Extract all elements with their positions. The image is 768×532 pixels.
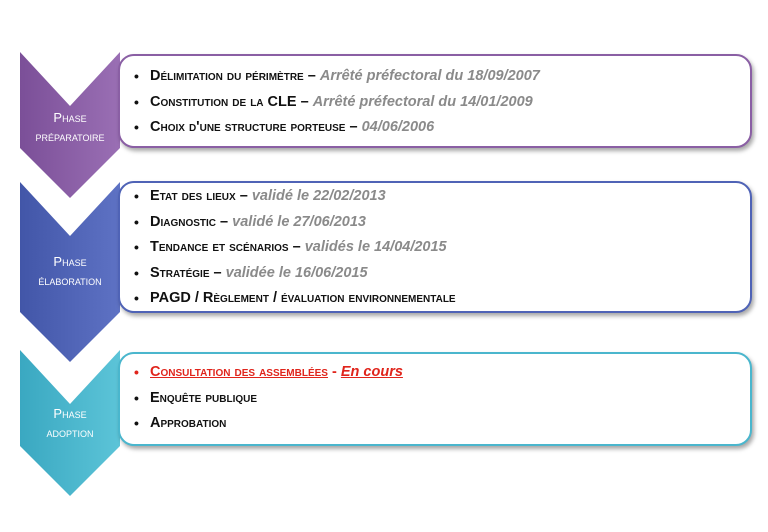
item-title: Etat des lieux bbox=[150, 188, 236, 204]
phase-preparatoire-box bbox=[118, 54, 752, 148]
item-status: 04/06/2006 bbox=[361, 119, 435, 135]
item-title: Constitution de la CLE bbox=[150, 93, 297, 110]
item-status: Arrêté préfectoral du 18/09/2007 bbox=[319, 68, 540, 84]
item-title: Stratégie bbox=[150, 264, 210, 281]
list-item bbox=[134, 90, 540, 116]
list-item bbox=[134, 261, 456, 287]
item-separator: - bbox=[327, 364, 341, 380]
list-item bbox=[134, 64, 540, 90]
item-title: PAGD / Règlement / évaluation environnementale bbox=[150, 290, 456, 306]
item-title: Délimitation du périmètre bbox=[150, 68, 304, 84]
list-item bbox=[134, 115, 540, 141]
item-separator: – bbox=[345, 119, 362, 135]
item-separator: – bbox=[216, 213, 233, 230]
phase-elaboration-box bbox=[118, 181, 752, 313]
phase-label-line1: Phase bbox=[53, 110, 87, 125]
phase-label-line2: adoption bbox=[46, 425, 94, 440]
item-title: Diagnostic bbox=[150, 213, 217, 230]
phase-label-line1: Phase bbox=[53, 254, 87, 269]
list-item bbox=[134, 386, 403, 412]
phase-adoption-box bbox=[118, 352, 752, 446]
item-status: validé le 27/06/2013 bbox=[232, 213, 366, 230]
phase-label-preparatoire bbox=[20, 108, 120, 146]
item-separator: – bbox=[288, 239, 305, 255]
phase-label-line1: Phase bbox=[53, 406, 87, 421]
item-separator: – bbox=[303, 68, 320, 84]
list-item bbox=[134, 286, 456, 312]
list-item bbox=[134, 235, 456, 261]
item-title: Tendance et scénarios bbox=[150, 239, 289, 255]
item-title: Enquête publique bbox=[150, 389, 258, 406]
phase-label-line2: élaboration bbox=[38, 273, 102, 288]
list-item bbox=[134, 184, 456, 210]
phase-label-elaboration bbox=[20, 252, 120, 290]
item-status: En cours bbox=[340, 364, 403, 380]
list-item bbox=[134, 210, 456, 236]
list-item-active bbox=[134, 360, 403, 386]
item-status: validée le 16/06/2015 bbox=[225, 264, 368, 281]
item-separator: – bbox=[296, 93, 313, 110]
phase-label-line2: préparatoire bbox=[35, 129, 105, 144]
item-title: Choix d'une structure porteuse bbox=[150, 119, 346, 135]
item-separator: – bbox=[235, 188, 252, 204]
item-status: validé le 22/02/2013 bbox=[251, 188, 386, 204]
item-status: validés le 14/04/2015 bbox=[304, 239, 447, 255]
item-title: Consultation des assemblées bbox=[150, 364, 328, 380]
item-separator: – bbox=[209, 264, 226, 281]
item-title: Approbation bbox=[150, 415, 227, 431]
list-item bbox=[134, 411, 403, 437]
item-status: Arrêté préfectoral du 14/01/2009 bbox=[312, 93, 533, 110]
phase-label-adoption bbox=[20, 404, 120, 442]
